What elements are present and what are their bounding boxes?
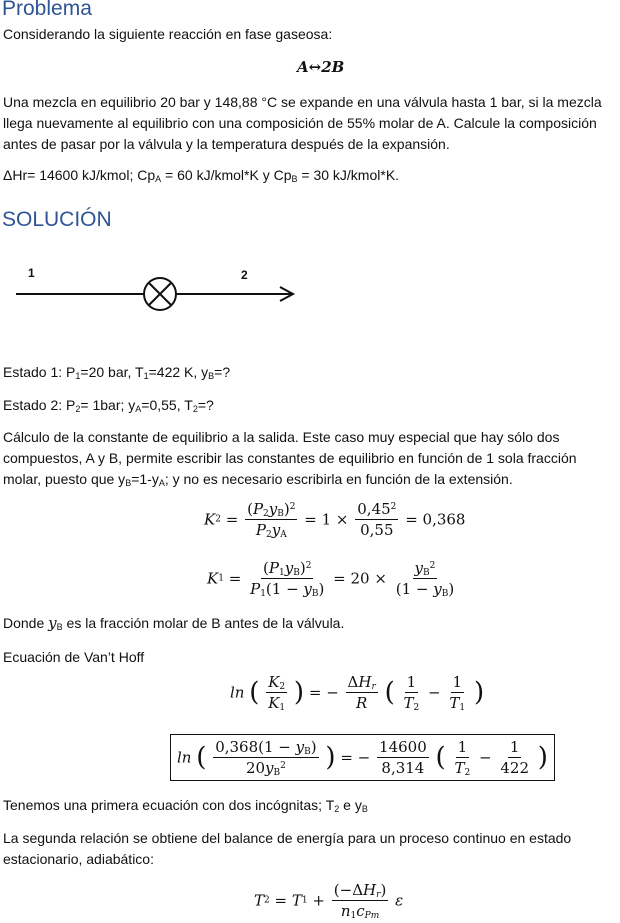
estado-1: Estado 1: $P_1=20$ bar, $T_1=422$ K, $y_B=$? [3, 364, 231, 381]
estado-2: Estado 2: $P_2= 1bar$; $y_A=0,55$, $T_2=$? [3, 397, 214, 414]
reaction-equation: A↔2B [297, 58, 345, 76]
donde-line: Donde $y_B$ es la fracción molar de B antes de la válvula. [3, 614, 345, 632]
problem-statement [3, 92, 615, 155]
stream-2-label: 2 [241, 268, 248, 282]
statement-line: antes de pasar por la válvula y la temperatura después de la expansión. [3, 136, 450, 152]
solution-heading: SOLUCIÓN [2, 208, 112, 231]
boxed-equation: ln ( $\frac{0,368(1 - y_B)}{20y_B^2}$ ) = − $\frac{14600}{8,314}$ ( $\frac{1}{T_2}$ − $\frac{1}{422}$ ) [170, 734, 555, 781]
equation-vant-hoff: ln ( $\frac{K_2}{K_1}$ ) = − $\frac{\Delta H_r}{R}$ ( $\frac{1}{T_2}$ − $\frac{1}{T_1}$ ) [230, 673, 485, 713]
equation-k2: K2 = $\frac{(P_2y_B)^2}{P_2y_A}$ = 1 × $\frac{0,45^2}{0,55}$ = 0,368 [204, 500, 466, 540]
statement-line: llega nuevamente al equilibrio con una composición de 55% molar de A. Calcule la composición [3, 115, 597, 131]
paragraph-line: compuestos, A y B, permite escribir las constantes de equilibrio en función de 1 sola fracción [3, 450, 577, 466]
valve-diagram [14, 263, 304, 323]
stream-1-label: 1 [28, 266, 35, 280]
incognitas-line: Tenemos una primera ecuación con dos incógnitas; $T_2$ e $y_B$ [3, 797, 368, 814]
statement-line: Una mezcla en equilibrio 20 bar y 148,88 °C se expande en una válvula hasta 1 bar, si la mezcla [3, 94, 602, 110]
paragraph-line: Cálculo de la constante de equilibrio a la salida. Este caso muy especial que hay sólo dos [3, 429, 560, 445]
energy-balance-paragraph [3, 828, 615, 870]
valve-diagram-svg [14, 263, 304, 323]
equation-k1: K1 = $\frac{(P_1y_B)^2}{P_1(1 - y_B)}$ = 20 × $\frac{y_B^2}{(1 - y_B)}$ [207, 559, 455, 599]
paragraph-line: molar, puesto que $y_B=1-y_A$; y no es necesario escribirla en función de la extensión. [3, 471, 513, 488]
paragraph-line: estacionario, adiabático: [3, 851, 154, 867]
vanthoff-title: Ecuación de Van’t Hoff [3, 649, 145, 665]
paragraph-line: La segunda relación se obtiene del balance de energía para un proceso continuo en estado [3, 830, 572, 846]
equation-t2: T2 = T1 + $\frac{(-\Delta H_r)}{n_1c_{Pm}}$ ε [254, 881, 404, 921]
problem-data-line: ΔHr= 14600 kJ/kmol; $Cp_A = 60$ kJ/kmol*K y $Cp_B = 30$ kJ/kmol*K. [3, 167, 400, 184]
equilibrium-paragraph [3, 427, 615, 490]
problem-heading: Problema [2, 0, 92, 20]
problem-intro: Considerando la siguiente reacción en fase gaseosa: [3, 26, 333, 42]
